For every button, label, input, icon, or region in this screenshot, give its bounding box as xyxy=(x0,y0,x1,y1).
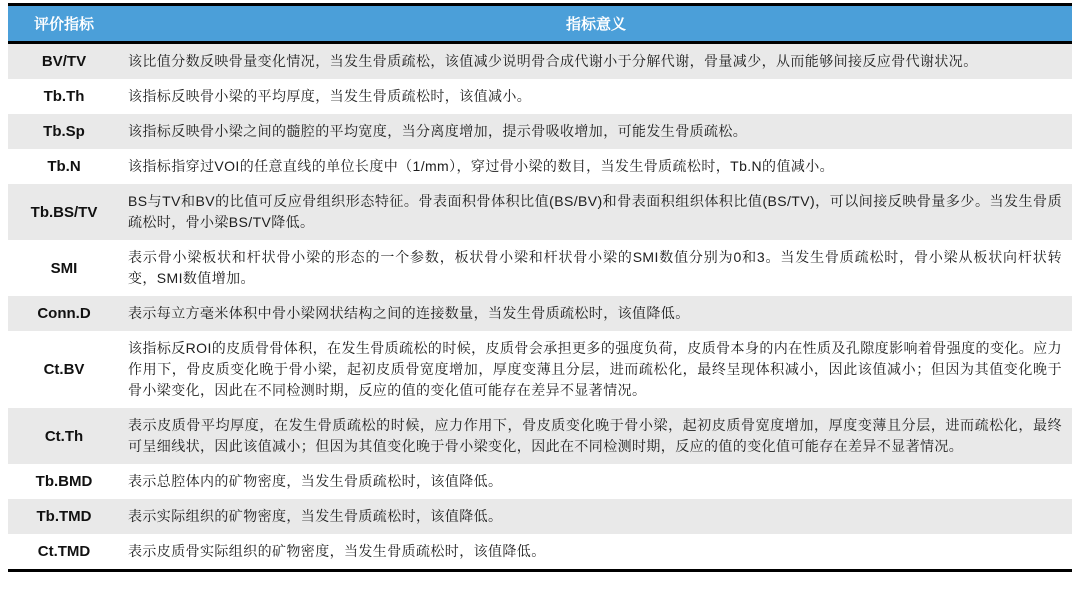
table-row xyxy=(8,184,1072,240)
table-row xyxy=(8,79,1072,114)
metric-meaning: 该指标反映骨小梁的平均厚度，当发生骨质疏松时，该值减小。 xyxy=(128,88,532,104)
table-row xyxy=(8,534,1072,571)
table-row xyxy=(8,240,1072,296)
metric-term: Ct.BV xyxy=(43,361,85,378)
metric-meaning: 表示皮质骨平均厚度，在发生骨质疏松的时候，应力作用下，骨皮质变化晚于骨小梁，起初皮质骨宽度增加，厚度变薄且分层，进而疏松化，最终可呈细线状，因此该值减小；但因为其值变化晚于骨小梁变化，因此在不同检测时期，反应的值的变化值可能存在差异不显著情况。 xyxy=(128,417,1062,454)
metric-term: Tb.Sp xyxy=(43,123,85,140)
column-header-metric: 评价指标 xyxy=(33,16,94,33)
metric-term: Ct.TMD xyxy=(37,543,91,560)
table-head xyxy=(8,5,1072,43)
table-row xyxy=(8,464,1072,499)
metric-meaning: 表示总腔体内的矿物密度，当发生骨质疏松时，该值降低。 xyxy=(128,473,503,489)
metric-term: SMI xyxy=(50,259,78,277)
metric-term: Ct.Th xyxy=(44,427,84,445)
metric-meaning: 表示骨小梁板状和杆状骨小梁的形态的一个参数，板状骨小梁和杆状骨小梁的SMI数值分别为0和3。当发生骨质疏松时，骨小梁从板状向杆状转变，SMI数值增加。 xyxy=(128,249,1062,286)
metric-term: Tb.BMD xyxy=(35,473,93,490)
table-row xyxy=(8,43,1072,80)
metric-term: BV/TV xyxy=(41,53,87,70)
metric-term: Tb.BS/TV xyxy=(30,203,98,221)
table-row xyxy=(8,331,1072,408)
table-row xyxy=(8,149,1072,184)
table-body xyxy=(8,43,1072,571)
table-row xyxy=(8,499,1072,534)
metric-term: Tb.TMD xyxy=(36,508,92,525)
table-row xyxy=(8,408,1072,464)
metric-meaning: 表示每立方毫米体积中骨小梁网状结构之间的连接数量，当发生骨质疏松时，该值降低。 xyxy=(128,305,690,321)
table-row xyxy=(8,114,1072,149)
metric-term: Tb.Th xyxy=(43,88,85,105)
metric-term: Conn.D xyxy=(37,305,91,322)
metric-meaning: BS与TV和BV的比值可反应骨组织形态特征。骨表面积骨体积比值(BS/BV)和骨表面积组织体积比值(BS/TV)，可以间接反映骨量多少。当发生骨质疏松时，骨小梁BS/TV降低。 xyxy=(128,193,1062,230)
metric-meaning: 该指标指穿过VOI的任意直线的单位长度中（1/mm），穿过骨小梁的数目，当发生骨质疏松时，Tb.N的值减小。 xyxy=(128,158,835,174)
metric-meaning: 该指标反映骨小梁之间的髓腔的平均宽度，当分离度增加，提示骨吸收增加，可能发生骨质疏松。 xyxy=(128,123,748,139)
column-header-meaning: 指标意义 xyxy=(565,16,626,33)
metrics-table xyxy=(8,3,1072,572)
table-row xyxy=(8,296,1072,331)
metric-meaning: 表示实际组织的矿物密度，当发生骨质疏松时，该值降低。 xyxy=(128,508,503,524)
metric-term: Tb.N xyxy=(47,158,81,175)
metric-meaning: 该指标反ROI的皮质骨骨体积，在发生骨质疏松的时候，皮质骨会承担更多的强度负荷，皮质骨本身的内在性质及孔隙度影响着骨强度的变化。应力作用下，骨皮质变化晚于骨小梁，起初皮质骨宽度增加，厚度变薄且分层，进而疏松化，最终呈现体积减小，因此该值减小；但因为其值变化晚于骨小梁变化，因此在不同检测时期，反应的值的变化值可能存在差异不显著情况。 xyxy=(128,340,1062,398)
metric-meaning: 该比值分数反映骨量变化情况，当发生骨质疏松，该值减少说明骨合成代谢小于分解代谢，骨量减少，从而能够间接反应骨代谢状况。 xyxy=(128,53,978,69)
metric-meaning: 表示皮质骨实际组织的矿物密度，当发生骨质疏松时，该值降低。 xyxy=(128,543,546,559)
table-header-row xyxy=(8,5,1072,43)
